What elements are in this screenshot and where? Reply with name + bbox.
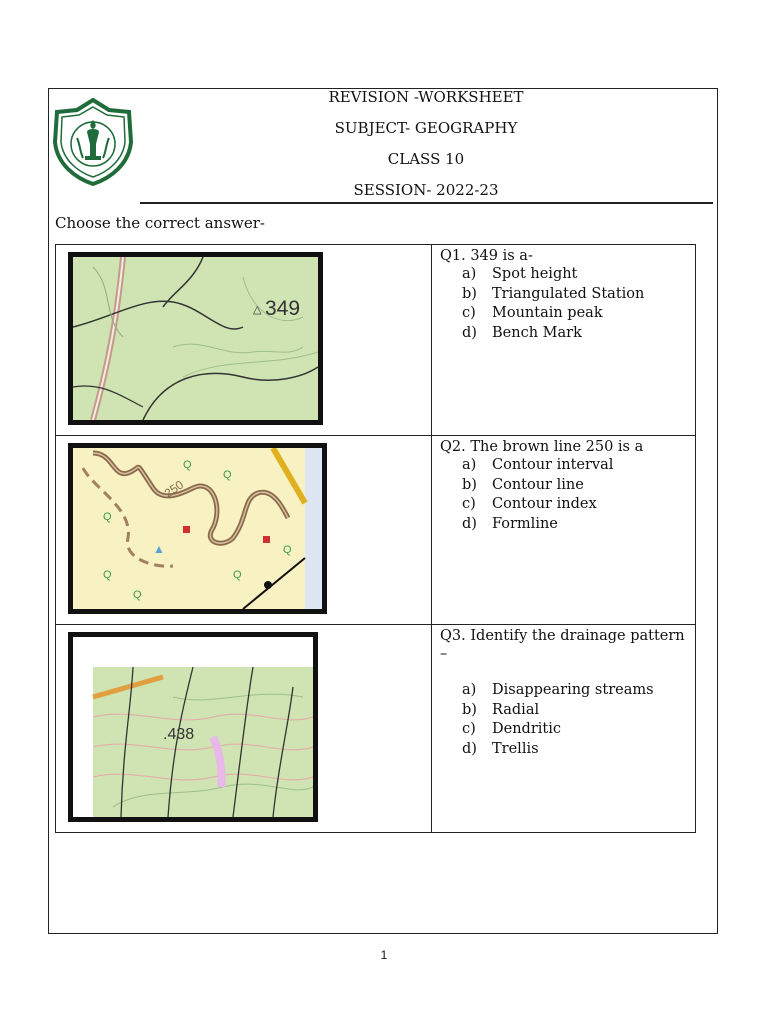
question-2-options [440, 456, 689, 534]
instruction-text: Choose the correct answer- [55, 214, 265, 232]
map-label-349: 349 [265, 297, 301, 320]
option-item[interactable]: a) Contour interval [462, 457, 614, 473]
header-divider [140, 202, 713, 204]
question-row-3 [56, 625, 696, 833]
map-label-250: 250 [161, 477, 187, 501]
worksheet-title: REVISION -WORKSHEET [328, 88, 524, 106]
question-cell-1 [432, 245, 696, 436]
question-1-options [440, 265, 689, 343]
svg-text:Q: Q [283, 544, 292, 556]
option-item[interactable]: c) Dendritic [462, 721, 561, 737]
svg-text:△: △ [253, 304, 262, 316]
option-item[interactable]: a) Spot height [462, 266, 578, 282]
option-item[interactable]: c) Contour index [462, 496, 597, 512]
map-cell-2 [56, 436, 432, 625]
subject-heading: SUBJECT- GEOGRAPHY [334, 119, 518, 137]
question-table [55, 244, 696, 833]
session-heading: SESSION- 2022-23 [353, 181, 499, 199]
question-3-options [440, 681, 689, 759]
question-cell-2 [432, 436, 696, 625]
class-heading: CLASS 10 [387, 150, 465, 168]
option-item[interactable]: c) Mountain peak [462, 305, 603, 321]
svg-text:Q: Q [233, 569, 242, 581]
svg-text:▲: ▲ [153, 542, 165, 556]
question-row-2 [56, 436, 696, 625]
option-item[interactable]: b) Contour line [462, 476, 584, 493]
svg-text:Q: Q [103, 569, 112, 581]
svg-text:Q: Q [133, 589, 142, 601]
option-item[interactable]: d) Trellis [462, 740, 539, 757]
question-1-title: Q1. 349 is a- [440, 248, 533, 264]
option-item[interactable]: a) Disappearing streams [462, 682, 654, 698]
map-label-438: .438 [163, 726, 195, 743]
option-item[interactable]: b) Triangulated Station [462, 285, 645, 302]
svg-text:Q: Q [223, 469, 232, 481]
option-item[interactable]: d) Formline [462, 515, 558, 532]
question-2-title: Q2. The brown line 250 is a [440, 439, 644, 455]
svg-text:Q: Q [183, 459, 192, 471]
question-3-title: Q3. Identify the drainage pattern – [440, 628, 685, 662]
map-cell-3 [56, 625, 432, 833]
question-cell-3 [432, 625, 696, 833]
page-number: 1 [380, 948, 388, 962]
option-item[interactable]: d) Bench Mark [462, 324, 582, 341]
map-image-2 [68, 443, 327, 614]
map-image-1 [68, 252, 323, 425]
question-row-1 [56, 245, 696, 436]
svg-text:Q: Q [103, 511, 112, 523]
map-image-3 [68, 632, 318, 822]
option-item[interactable]: b) Radial [462, 701, 540, 718]
school-logo [53, 98, 133, 186]
map-cell-1 [56, 245, 432, 436]
